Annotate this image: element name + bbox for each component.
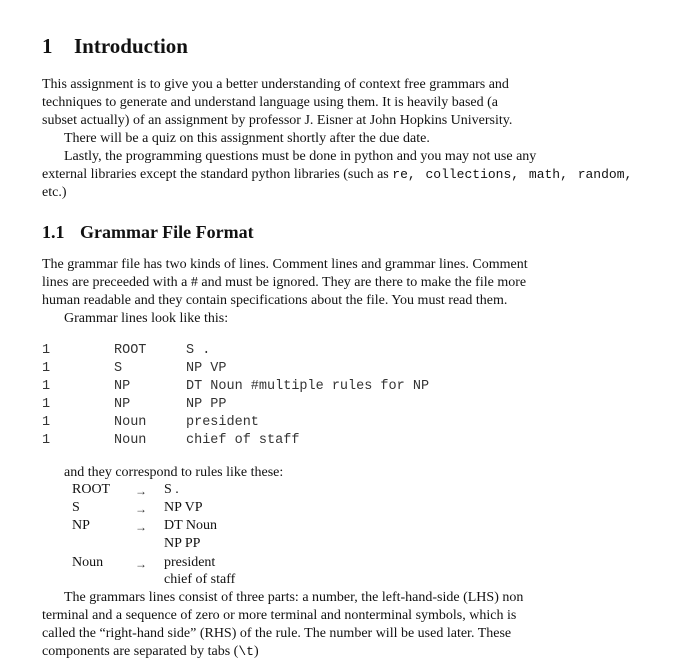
section-heading	[42, 34, 188, 59]
grammar-rhs: S .	[186, 343, 211, 358]
grammar-lhs: NP	[114, 379, 131, 394]
rule-rhs: chief of staff	[164, 572, 236, 587]
rule-rhs: NP VP	[164, 500, 203, 515]
grammar-num: 1	[42, 379, 51, 394]
look-line: Grammar lines look like this:	[64, 311, 229, 326]
correspond-line: and they correspond to rules like these:	[64, 465, 284, 480]
rule-lhs: S	[72, 500, 80, 515]
rule-lhs: NP	[72, 518, 90, 533]
final-last-prefix: components are separated by tabs (	[42, 644, 239, 659]
final-line-3: called the “right-hand side” (RHS) of the rule. The number will be used later. These	[42, 626, 512, 641]
rule-lhs: Noun	[72, 555, 104, 570]
rule-rhs: president	[164, 555, 216, 570]
rule-rhs: S .	[164, 482, 179, 497]
section-number: 1	[42, 34, 53, 58]
final-line-4	[42, 643, 259, 661]
final-last-suffix: )	[253, 644, 259, 659]
libs-prefix: external libraries except the standard python libraries (such as	[42, 167, 389, 182]
grammar-rhs: NP PP	[186, 397, 227, 412]
intro-line-1: This assignment is to give you a better understanding of context free grammars and	[42, 77, 509, 92]
grammar-num: 1	[42, 433, 51, 448]
grammar-para-line-3: human readable and they contain specifications about the file. You must read them.	[42, 293, 508, 308]
grammar-rhs: NP VP	[186, 361, 227, 376]
subsection-number: 1.1	[42, 222, 65, 242]
final-line-1: The grammars lines consist of three parts: a number, the left-hand-side (LHS) non	[64, 590, 524, 605]
arrow-icon: →	[135, 520, 147, 534]
intro-line-3: subset actually) of an assignment by professor J. Eisner at John Hopkins University.	[42, 113, 513, 128]
libs-line	[42, 166, 632, 184]
tab-code: \t	[238, 644, 254, 659]
rule-lhs: ROOT	[72, 482, 111, 497]
arrow-icon: →	[135, 484, 147, 498]
quiz-line: There will be a quiz on this assignment shortly after the due date.	[64, 131, 430, 146]
lastly-line: Lastly, the programming questions must be done in python and you may not use any	[64, 149, 537, 164]
grammar-num: 1	[42, 397, 51, 412]
grammar-para-line-2: lines are preceeded with a # and must be ignored. They are there to make the file more	[42, 275, 527, 290]
section-title: Introduction	[74, 34, 188, 58]
grammar-lhs: S	[114, 361, 123, 376]
subsection-title: Grammar File Format	[80, 222, 254, 242]
rule-rhs: NP PP	[164, 536, 201, 551]
grammar-rhs: president	[186, 415, 259, 430]
grammar-lhs: Noun	[114, 433, 147, 448]
arrow-icon: →	[135, 557, 147, 571]
grammar-rhs: chief of staff	[186, 433, 300, 448]
grammar-lhs: Noun	[114, 415, 147, 430]
subsection-heading	[42, 222, 254, 243]
grammar-rhs: DT Noun #multiple rules for NP	[186, 379, 430, 394]
grammar-para-line-1: The grammar file has two kinds of lines. Comment lines and grammar lines. Comment	[42, 257, 528, 272]
grammar-lhs: ROOT	[114, 343, 147, 358]
grammar-num: 1	[42, 361, 51, 376]
intro-line-2: techniques to generate and understand language using them. It is heavily based (a	[42, 95, 499, 110]
rule-rhs: DT Noun	[164, 518, 218, 533]
final-line-2: terminal and a sequence of zero or more terminal and nonterminal symbols, which is	[42, 608, 517, 623]
grammar-num: 1	[42, 415, 51, 430]
arrow-icon: →	[135, 502, 147, 516]
grammar-num: 1	[42, 343, 51, 358]
grammar-lhs: NP	[114, 397, 131, 412]
libs-end: etc.)	[42, 185, 67, 200]
libs-code: re, collections, math, random,	[392, 167, 633, 182]
